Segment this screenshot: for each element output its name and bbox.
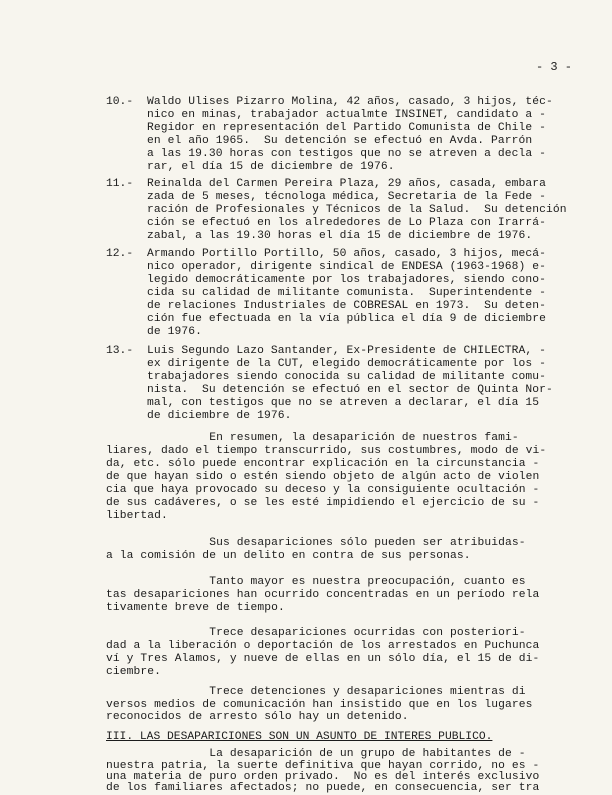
item-line: a las 19.30 horas con testigos que no se atreven a decla - (147, 148, 546, 160)
paragraph-line: ciembre. (106, 666, 162, 678)
paragraph-line: Trece desapariciones ocurridas con posteriori- (106, 627, 526, 639)
paragraph-line: Tanto mayor es nuestra preocupación, cuanto es (106, 576, 526, 588)
item-line: zada de 5 meses, técnologa médica, Secretaria de la Fede - (147, 191, 546, 203)
item-line: ción se efectuó en los alrededores de Lo Plaza con Irarrá- (147, 217, 546, 229)
item-line: ción fue efectuada en la vía pública el día 9 de diciembre (147, 313, 546, 325)
item-line: rar, el día 15 de diciembre de 1976. (147, 161, 395, 173)
page-number: - 3 - (536, 60, 572, 74)
paragraph-line: dad a la liberación o deportación de los arrestados en Puchunca (106, 640, 540, 652)
item-line: legido democráticamente por los trabajadores, siendo cono- (147, 274, 546, 286)
paragraph-line: da, etc. sólo puede encontrar explicación en la circunstancia - (106, 458, 540, 470)
item-number: 12.- (106, 248, 134, 260)
paragraph-line: ví y Tres Alamos, y nueve de ellas en un sólo día, el 15 de di- (106, 653, 540, 665)
item-number: 11.- (106, 178, 134, 190)
item-line: Reinalda del Carmen Pereira Plaza, 29 años, casada, embara (147, 178, 546, 190)
paragraph-line: libertad. (106, 510, 168, 522)
paragraph-line: tas desapariciones han ocurrido concentradas en un período rela (106, 589, 540, 601)
paragraph-line: de los familiares afectados; no puede, en consecuencia, ser tra (106, 781, 540, 794)
item-line: de relaciones Industriales de COBRESAL en 1973. Su deten- (147, 300, 546, 312)
item-number: 10.- (106, 96, 134, 108)
paragraph-line: Trece detenciones y desapariciones mientras di (106, 686, 526, 698)
item-line: nista. Su detención se efectuó en el sector de Quinta Nor- (147, 384, 553, 396)
item-line: nico en minas, trabajador actualmte INSINET, candidato a - (147, 109, 546, 121)
paragraph-line: liares, dado el tiempo transcurrido, sus costumbres, modo de vi- (106, 445, 547, 457)
paragraph-line: tivamente breve de tiempo. (106, 602, 285, 614)
paragraph-line: de que hayan sido o estén siendo objeto de algún acto de violen (106, 471, 540, 483)
item-line: de diciembre de 1976. (147, 410, 292, 422)
paragraph-line: a la comisión de un delito en contra de sus personas. (106, 550, 471, 562)
item-line: nico operador, dirigente sindical de ENDESA (1963-1968) e- (147, 261, 546, 273)
paragraph-line: una materia de puro orden privado. No es del interés exclusivo (106, 770, 540, 783)
paragraph-line: La desaparición de un grupo de habitantes de - (106, 748, 526, 761)
item-line: de 1976. (147, 326, 203, 338)
item-line: zabal, a las 19.30 horas el día 15 de diciembre de 1976. (147, 230, 533, 242)
item-line: Luis Segundo Lazo Santander, Ex-Presidente de CHILECTRA, - (147, 345, 546, 357)
item-line: Regidor en representación del Partido Comunista de Chile - (147, 122, 546, 134)
item-line: Waldo Ulises Pizarro Molina, 42 años, casado, 3 hijos, téc- (147, 96, 553, 108)
paragraph-line: versos medios de comunicación han insistido que en los lugares (106, 699, 533, 711)
item-line: en el año 1965. Su detención se efectuó en Avda. Parrón (147, 135, 533, 147)
section-heading: III. LAS DESAPARICIONES SON UN ASUNTO DE INTERES PUBLICO. (106, 730, 493, 743)
item-line: ex dirigente de la CUT, elegido democráticamente por los - (147, 358, 546, 370)
paragraph-line: Sus desapariciones sólo pueden ser atribuidas- (106, 537, 526, 549)
item-line: mal, con testigos que no se atreven a declarar, el día 15 (147, 397, 540, 409)
paragraph-line: En resumen, la desaparición de nuestros fami- (106, 432, 519, 444)
item-line: Armando Portillo Portillo, 50 años, casado, 3 hijos, mecá- (147, 248, 546, 260)
item-number: 13.- (106, 345, 134, 357)
item-line: ración de Profesionales y Técnicos de la Salud. Su detención (147, 204, 567, 216)
paragraph-line: reconocidos de arresto sólo hay un detenido. (106, 711, 409, 724)
item-line: trabajadores siendo conocida su calidad de militante comu- (147, 371, 546, 383)
item-line: cida su calidad de militante comunista. Superintendente - (147, 287, 546, 299)
paragraph-line: de sus cadáveres, o se les esté impidiendo el ejercicio de su - (106, 497, 540, 509)
paragraph-line: cia que haya provocado su deceso y la consiguiente ocultación - (106, 484, 540, 496)
paragraph-line: nuestra patria, la suerte definitiva que hayan corrido, no es - (106, 759, 540, 772)
